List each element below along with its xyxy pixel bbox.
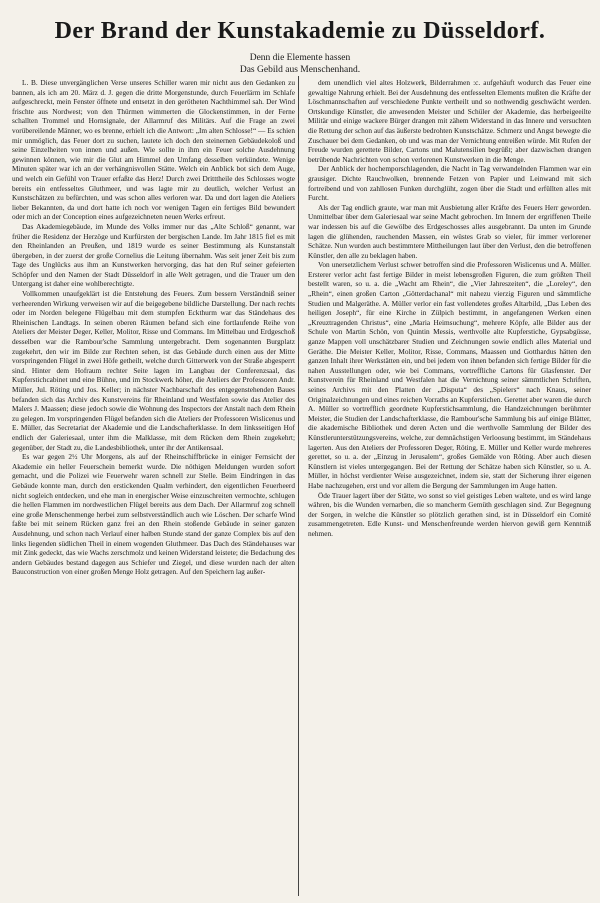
paragraph: Es war gegen 2½ Uhr Morgens, als auf der Rheinschiffbrücke in einiger Fernsicht der Akademie ein heller Feuerschein bemerkt wurde. Die nöthigen Meldungen wurden sofort gemacht, und die Polizei wie Feuerwehr waren schnell zur Stelle. Beim Eindringen in das Gebäude konnte man, durch den erstickenden Qualm verhindert, den eigentlichen Feuerheerd nicht sogleich entdecken, und ehe man in energischer Weise einzuschreiten vermochte, schlugen die hellen Flammen im nordwestlichen Flügel bereits aus dem Dach. Der Allarmruf zog schnell eine große Menschenmenge herbei zum selbstverständlich auch wie Löschen. Der scharfe Wind faßte bei mit seinem Rücken ganz frei an den Rhein stoßende Gebäude in seiner ganzen Ausdehnung, und schon nach Verlauf einer halben Stunde stand der ganze Complex bis auf den links liegenden südlichen Theil in einem wogenden Gluthmeer. Das Dach des Ständehauses war mit Zink gedeckt, das wie Wachs zerschmolz und keinen Widerstand leistete; die Bedachung des andern Gebäudes bestand dagegen aus Schiefer und Ziegel, und diese wurden nach der alten Bauconstruction von einer großen Menge Holz getragen. Auf den Speichern lag außer- — [12, 452, 295, 577]
paragraph: Der Anblick der hochemporschlagenden, die Nacht in Tag verwandelnden Flammen war ein grausiger. Dichte Rauchwolken, brennende Fetzen von Papier und Leinwand mit sich fortreibend und von zahllosen Funken durchglüht, zogen über die Stadt und erfüllten alles mit Furcht. — [308, 164, 591, 203]
article-title: Der Brand der Kunstakademie zu Düsseldorf. — [54, 18, 546, 44]
epigraph-line-2: Das Gebild aus Menschenhand. — [239, 65, 361, 75]
paragraph: Das Akademiegebäude, im Munde des Volks immer nur das „Alte Schloß“ genannt, war früher die Residenz der Herzöge und Kurfürsten der bergischen Lande. Im Jahr 1815 fiel es mit den Rheinlanden an Preußen, und 1819 wurde es seiner Bestimmung als Kunstanstalt übergeben, in der zuerst der große Cornelius die Leitung übernahm. Was seit jener Zeit bis zum Tage des Unglücks aus ihm an Kunstwerken hervorging, das hat den Ruf seiner gefeierten Schöpfer und den Namen der Stadt Düsseldorf in alle Welt getragen, und die Trauer um den Untergang ist daher eine wohlberechtigte. — [12, 221, 295, 289]
paragraph: L. B. Diese unvergänglichen Verse unseres Schiller waren mir nicht aus den Gedanken zu bannen, als ich am 20. März d. J. gegen die dritte Morgenstunde, durch Feuerlärm im Schlafe aufgeschreckt, mein Fenster öffnete und entsetzt in den gerötheten Nachthimmel sah. Der Wind frischte aus Nordwest; von den Thürmen wimmerten die Glockenstimmen, in der Ferne schallten Trommel und Hornsignale, der Allarmruf des Militärs. Auf die Frage an zwei vorübereilende Männer, wo es brenne, erhielt ich die Antwort: „Im alten Schlosse!“ — Es schien mir unmöglich, das Feuer dort zu suchen, lautete ich doch den steinernen Gebäudekoloß und seine Einzelheiten von innen und außen. Wie sollte in ihm ein Feuer solche Ausdehnung gewinnen können, wie mir die Glut am Himmel den Umfang desselben verkündete. Wenige Minuten später war ich an der verhängnisvollen Stätte. Welch ein Anblick bot sich dem Auge, und welch ein Gefühl von Trauer erfaßte das Herz! Durch zwei Dritttheile des Schlosses wogte bereits ein entfesseltes Gluthmeer, und was lagte mir zu deutlich, welcher Verlust an Kunstschätzen zu befürchten, und was schon alles verloren war. Da und dort lagen die Ateliers lieber Bekannten, da und dort hatte ich noch vor wenigen Tagen ein fertiges Bild bewundert oder mich an der Conception eines aufgezeichneten neuen Werks erfreut. — [12, 78, 295, 222]
paragraph: Als der Tag endlich graute, war man mit Ausbietung aller Kräfte des Feuers Herr geworden. Unmittelbar über dem Galeriesaal war seine Macht gebrochen. Im Innern der ergriffenen Theile war indessen bis auf die Gewölbe des Erdgeschosses alles ausgebrannt. Da unten im Grunde lagen die glühenden, rauchenden Massen, ein wüstes Grab so vieler, für immer verlorener Schätze. Nun wurden auch bestimmtere Mittheilungen laut über den Verlust, den die betroffenen Künstler, den alle zu beklagen haben. — [308, 202, 591, 260]
epigraph-line-1: Denn die Elemente hassen — [249, 53, 351, 63]
column-divider — [298, 76, 299, 896]
paragraph: Öde Trauer lagert über der Stätte, wo sonst so viel geistiges Leben waltete, und es wird lange währen, bis die Wunden vernarben, die so mancherm Gemüth geschlagen sind. Zur Begegnung der Sorgen, in welche die Künstler so plötzlich gerathen sind, ist in Düsseldorf ein Comité zusammengetreten. Edle Kunst- und Menschenfreunde werden hiervon gewiß gern Kenntniß nehmen. — [308, 490, 591, 538]
paragraph: dem unendlich viel altes Holzwerk, Bilderrahmen :c. aufgehäuft wodurch das Feuer eine gewaltige Nahrung erhielt. Bei der Ausdehnung des entfesselten Elements mußten die Kräfte der Löschmannschaften auf verschiedene Punkte vertheilt und so nothwendig geschwächt werden. Ortskundige Künstler, die anwesenden Meister und Schüler der Akademie, das herbeigeeilte Militär und einige wackere Bürger drangen mit zähem Widerstand in das Innere und versuchten die Rettung der schon auf das äußerste bedrohten Kunstschätze. Schmerz und Angst bewegte die Zuschauer bei dem Gedanken, ob und was man der Vernichtung entreißen würde. Mit Rufen der Freude wurden gerettete Bilder, Cartons und Malutensilien begrüßt; aber dazwischen drangen betrübende Nachrichten von schon verlorenen Kunstwerken in die Menge. — [308, 78, 591, 164]
paragraph: Vollkommen unaufgeklärt ist die Entstehung des Feuers. Zum bessern Verständniß seiner verheerenden Wirkung verweisen wir auf die beigegebene bildliche Darstellung. Der nach rechts oder im Norden belegene Flügelbau mit dem stumpfen Eckthurm war das Ständehaus des Rheinischen Landtags. In seinen oberen Räumen befand sich eine fortlaufende Reihe von Ateliers der Meister Deger, Keller, Molitor, Risse und Commans. Im Mittelbau und Erdgeschoß desselben war die Rambour'sche Sammlung untergebracht. Dem sogenannten Burgplatz zugekehrt, den wir im Bilde zur Rechten sehen, ist das Gebäude durch einen aus der Mitte vorspringenden Flügel in zwei Höfe getheilt, welche durch Gitterwerk von der Straße abgesperrt sind. Hinter dem Hofraum rechter Seite lagen im Langbau der Conferenzsaal, das Kupferstichcabinet und eine Bühne, und im Stockwerk höher, die Ateliers der Professoren Andr. Müller, Jul. Röting und Jos. Keller; in nächster Nachbarschaft des entgegenstehenden Baues befanden sich das Archiv des Kunstvereins für Rheinland und Westfalen sowie das Atelier des Malers J. Maassen; diese jedoch sowie die Wohnung des Inspectors der Anstalt nach dem Rhein zu gelegen. Im vorspringenden Flügel befanden sich die Ateliers der Professoren Wislicenus und E. Müller, das Secretariat der Akademie und die Landschafterklasse. In dem linksseitigen Hof endlich der Galeriesaal, unter ihm die Malklasse, mit dem Rücken dem Rhein zugekehrt; gegenüber, der Stadt zu, die Landesbibliothek, unter ihr der Antikensaal. — [12, 289, 295, 452]
epigraph — [0, 52, 600, 76]
paragraph: Von unersetzlichem Verlust schwer betroffen sind die Professoren Wislicenus und A. Müller. Ersterer verlor acht fast fertige Bilder in meist lebensgroßen Figuren, die zum größten Theil bestellt waren, so u. a. die „Wacht am Rhein“, die „Vier Jahreszeiten“, die „Loreley“, den „Rhein“, einen großen Carton „Götterdachanal“ mit nahezu vierzig Figuren und sämmtliche Studien und Malgeräthe. A. Müller verlor ein fast vollendetes großes Altarbild, „Das Leben des heiligen Joseph“, für eine Kirche in Zülpich bestimmt, in angefangenen Werken einen „Kreuztragenden Christus“, eine „Maria Heimsuchung“, mehrere Köpfe, alle Bilder aus der Schule von Martin Schön, von Quintin Messis, werthvolle alte Kupferstiche, Gypsabgüsse, ganze Mappen voll unschätzbarer Studien und Zeichnungen sowie endlich alles Material und Geräthe. Die Meister Keller, Molitor, Risse, Commans, Maassen und Gotthardus hätten den ganzen Inhalt ihrer Werkstätten ein, und bei jedem von ihnen befanden sich fertige Bilder für die nahen Ausstellungen oder, wie bei Commans, vortreffliche Cartons für Glasfenster. Der Kunstverein für Rheinland und Westfalen hat die Vernichtung seiner sämmtlichen Schriften, seines Archivs mit den Platten der „Disputa“ des „Spielers“ nach Knaus, seiner Originalzeichnungen und eines reichen Vorraths an Kupferstichen. Gerettet aber waren die durch A. Müller so vortrefflich geordnete Kupferstichsammlung, die Handzeichnungen berühmter Meister, die Studien der Landschafterklasse, die Rambour'sche Sammlung bis auf einige Blätter, die akademische Bibliothek und deren Acten und die werthvolle Sammlung der Bilder des Künstlerunterstützungsvereins, welche, zur demnächstigen Verloosung bestimmt, im Ständehaus lagerten. Aus den Ateliers der Professoren Deger, Röting, E. Müller und Keller wurde mehreres gerettet, so u. a. der „Einzug in Jerusalem“, großes Gemälde von Röting. Aber auch diesen Künstlern ist vieles untergegangen. Bei der Rettung der Schätze haben sich Künstler, so u. A. Müller, in höchst verdienter Weise ausgezeichnet, indem sie, statt der Sicherung ihrer eigenen Habe nachzugehen, erst und vor allem die Bergung der Sammlungen im Auge hatten. — [308, 260, 591, 490]
left-column — [12, 78, 295, 893]
right-column — [308, 78, 591, 893]
